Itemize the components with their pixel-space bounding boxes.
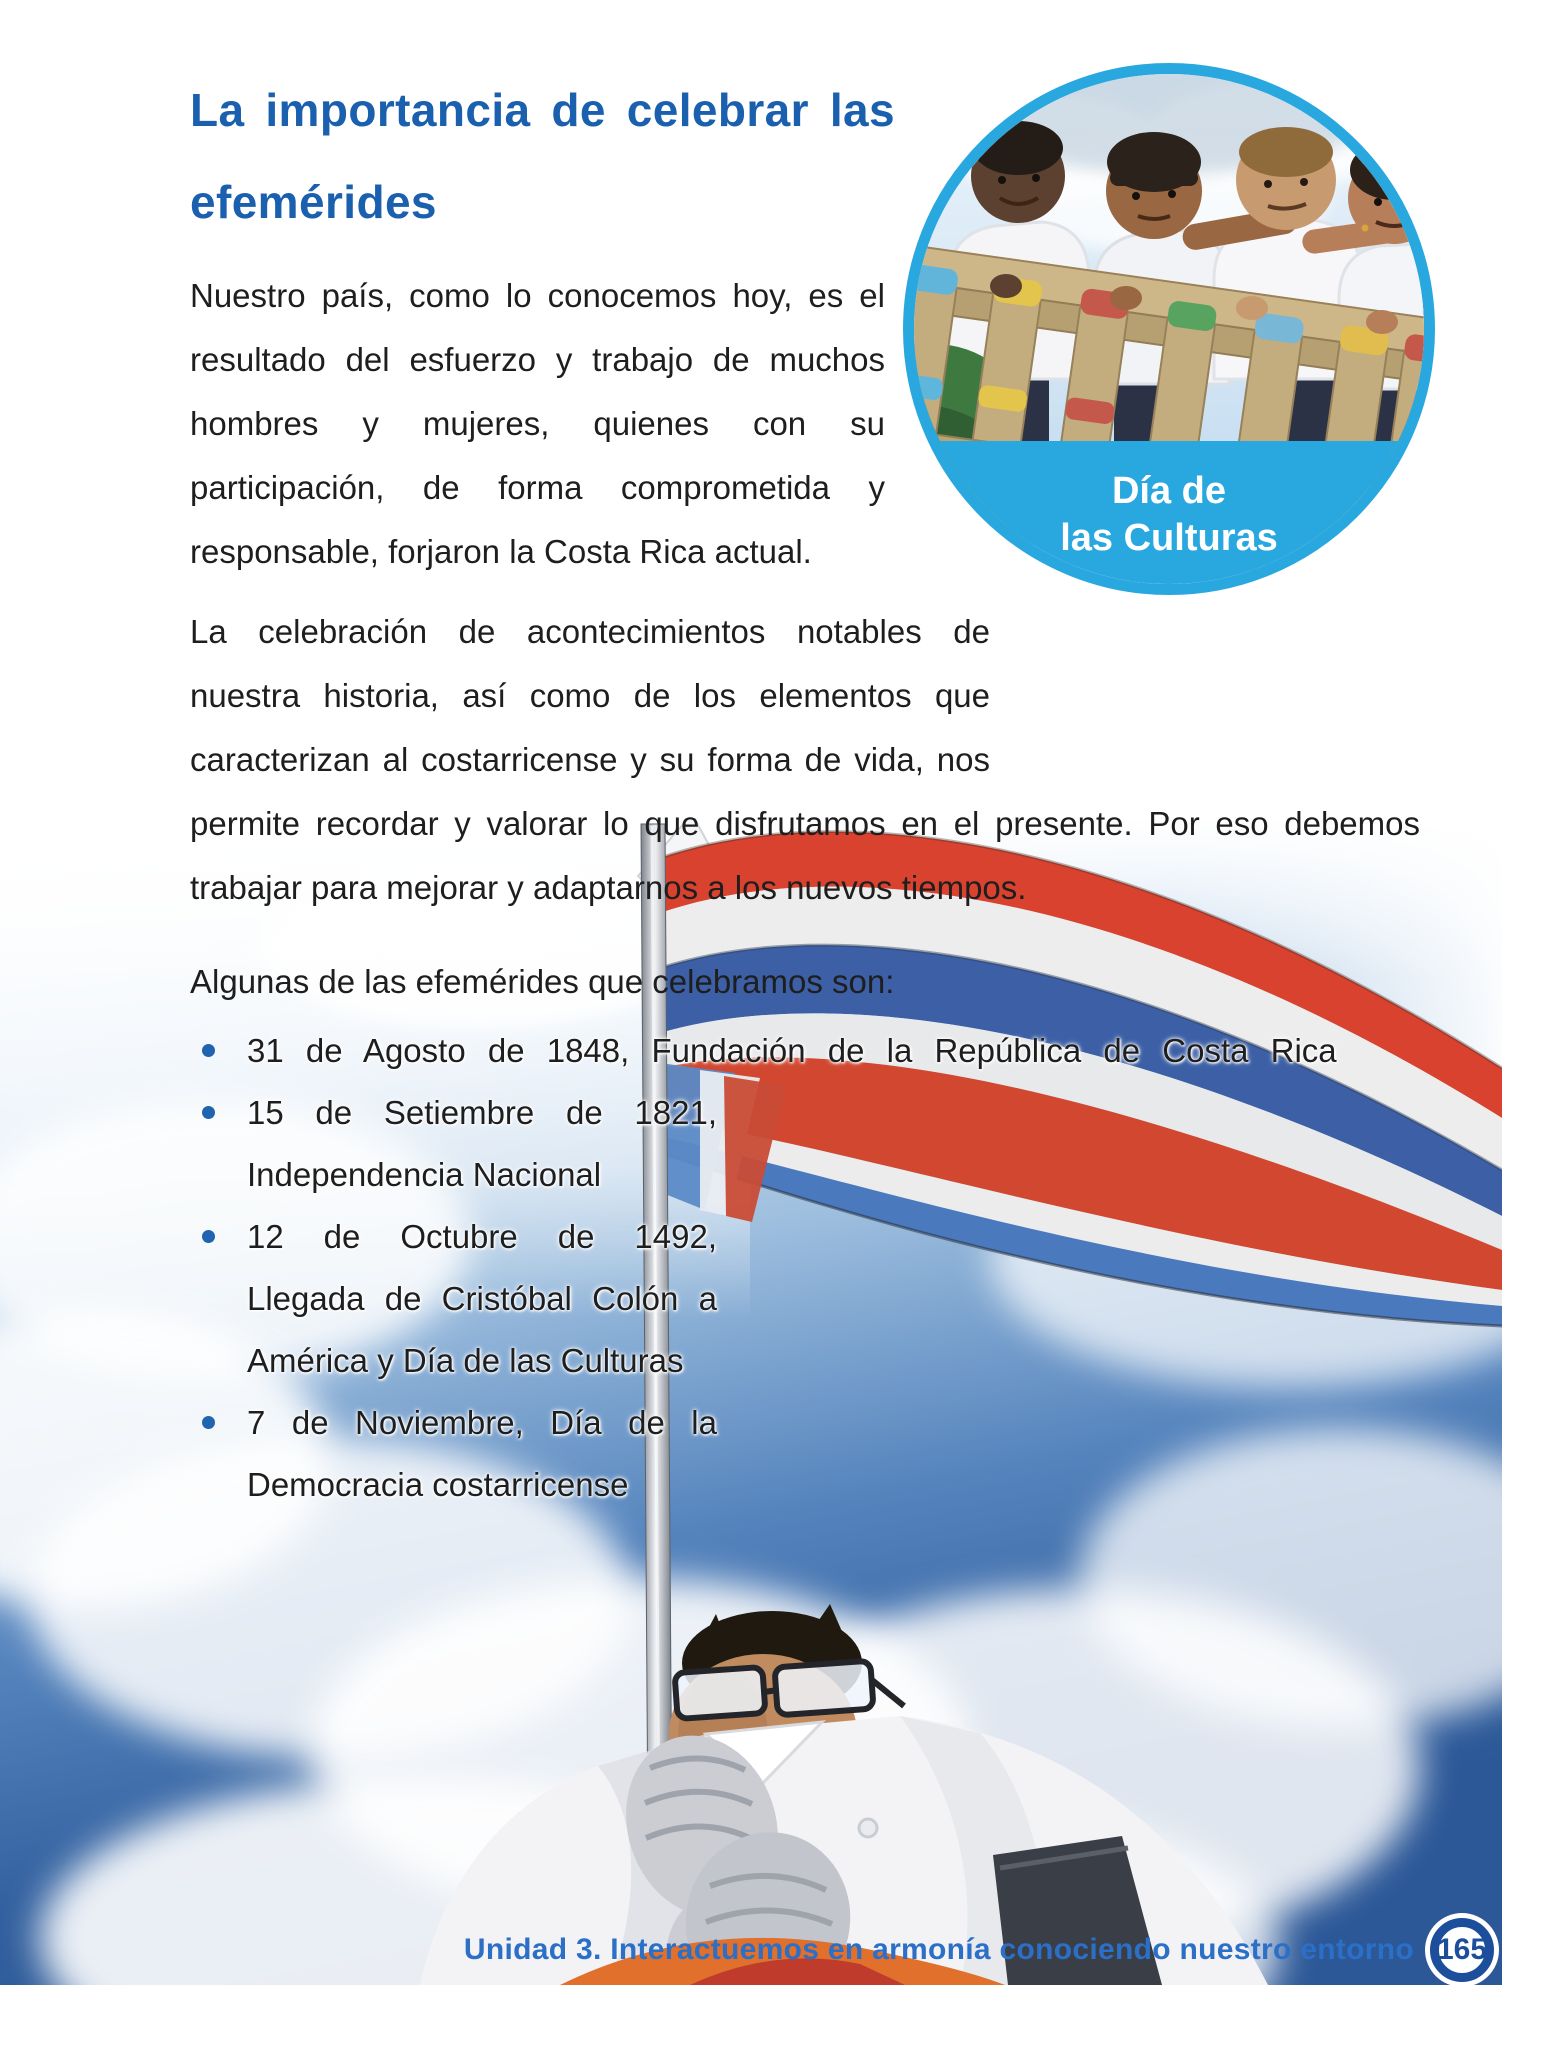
efemerides-list [190,1020,1420,1516]
boy-glasses [675,1661,904,1719]
unit-footer-text: Unidad 3. Interactuemos en armonía conociendo nuestro entorno [463,1933,1414,1966]
list-item: 15 de Setiembre de 1821, Independencia Nacional [190,1082,717,1206]
list-intro: Algunas de las efemérides que celebramos son: [190,963,895,1000]
circle-wrap-spacer [990,600,1420,730]
photo-caption-line1: Día de [1111,470,1227,512]
photo-caption-line2: las Culturas [1060,517,1278,559]
paragraph-1: Nuestro país, como lo conocemos hoy, es el resultado del esfuerzo y trabajo de muchos hombres y mujeres, quienes con su participación, de forma comprometida y responsable, forjaron la Costa Rica actual. [190,277,885,570]
paragraph-2 [190,600,1420,920]
page-footer [0,1918,1494,1982]
page-title: La importancia de celebrar las efemérides [190,84,895,228]
list-item: 12 de Octubre de 1492, Llegada de Cristóbal Colón a América y Día de las Culturas [190,1206,717,1392]
page-number-badge: 165 [1430,1918,1494,1982]
page-content [190,0,1420,1516]
list-item: 31 de Agosto de 1848, Fundación de la República de Costa Rica [190,1020,1412,1082]
list-item: 7 de Noviembre, Día de la Democracia costarricense [190,1392,717,1516]
paragraph-2-text: La celebración de acontecimientos notables de nuestra historia, así como de los elementos que caracterizan al costarricense y su forma de vida, nos permite recordar y valorar lo que disfrutamos en el presente. Por eso debemos trabajar para mejorar y adaptarnos a los nuevos tiempos. [190,613,1420,906]
